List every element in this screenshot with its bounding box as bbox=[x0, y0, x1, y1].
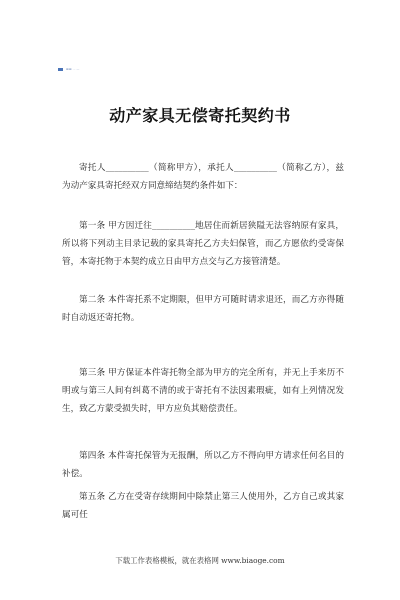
paragraph-article-3: 第三条 甲方保证本件寄托物全部为甲方的完全所有，并无上手来历不明或与第三人间有纠葛不清的或于寄托有不法因素瑕疵，如有上列情况发生，致乙方蒙受损失时，甲方应负其赔偿责任。 bbox=[62, 368, 344, 414]
logo-text: ▬▬ ··· — bbox=[66, 67, 80, 71]
header-logo bbox=[58, 68, 79, 71]
paragraph-article-2: 第二条 本件寄托系不定期限，但甲方可随时请求退还，而乙方亦得随时自动返还寄托物。 bbox=[62, 295, 344, 323]
paragraph-article-4: 第四条 本件寄托保管为无报酬，所以乙方不得向甲方请求任何名目的补偿。 bbox=[62, 451, 344, 479]
paragraph-article-5: 第五条 乙方在受寄存续期间中除禁止第三人使用外，乙方自己或其家属可任 bbox=[62, 492, 344, 520]
paragraph-parties: 寄托人__________（简称甲方），承托人__________（简称乙方），兹为动产家具寄托经双方同意缔结契约条件如下： bbox=[62, 163, 344, 191]
paragraph-article-1: 第一条 甲方因迁往__________地居住而新居狭隘无法容纳原有家具，所以将下列动主目录记载的家具寄托乙方夫妇保管，而乙方愿依约受寄保管，本寄托物于本契约成立日由甲方点交与乙方接管清楚。 bbox=[62, 221, 344, 267]
page-footer: 下载工作表格模板，就在表格网 www.biaoge.com bbox=[115, 556, 285, 565]
document-title: 动产家具无偿寄托契约书 bbox=[109, 105, 291, 125]
logo-icon bbox=[58, 68, 63, 71]
